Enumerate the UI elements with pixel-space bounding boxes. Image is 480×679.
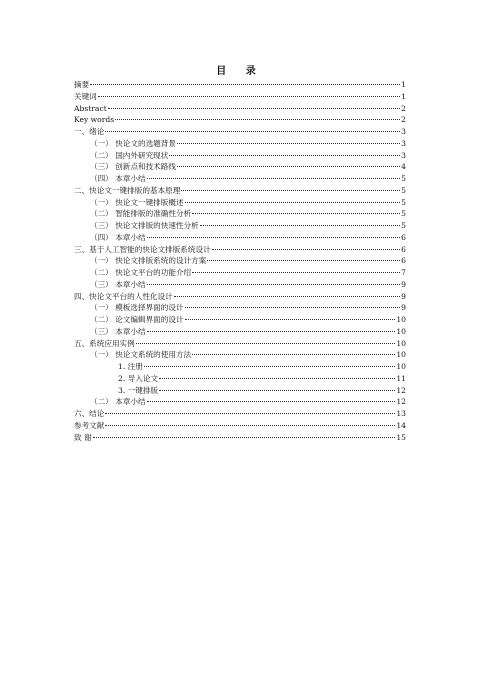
toc-entry-label: 四、快论文平台的人性化设计 [74,291,173,301]
toc-entry-page-number: 5 [401,221,406,230]
toc-dot-leader [115,119,400,120]
toc-entry-label: （二） 国内外研究现状 [90,150,169,160]
toc-dot-leader [207,260,400,261]
toc-entry[interactable] [74,103,406,115]
toc-dot-leader [177,143,400,144]
toc-entry[interactable] [74,150,406,162]
toc-entry-label: （二） 快论文平台的功能介绍 [90,268,192,277]
toc-dot-leader [200,225,400,226]
toc-dot-leader [144,366,395,367]
toc-entry-page-number: 5 [401,174,406,183]
toc-entry[interactable] [74,314,406,326]
toc-entry-label: （一） 快论文排版系统的设计方案 [90,256,207,266]
toc-dot-leader [185,319,396,320]
toc-dot-leader [93,437,396,438]
toc-entry-label: 关键词 [74,91,97,101]
toc-dot-leader [147,284,401,285]
toc-entry-label: （三） 本章小结 [90,326,146,336]
toc-dot-leader [105,413,395,414]
toc-entry-page-number: 9 [401,291,406,301]
toc-dot-leader [212,249,400,250]
toc-entry-label: （一） 快论文的选题背景 [90,138,176,148]
toc-entry[interactable] [74,208,406,220]
toc-dot-leader [159,378,395,379]
toc-dot-leader [136,343,396,344]
toc-entry-page-number: 13 [396,409,406,418]
toc-entry-page-number: 10 [396,362,406,371]
toc-title: 目 录 [216,66,264,77]
toc-entry-page-number: 15 [396,432,406,442]
toc-dot-leader [147,237,401,238]
toc-entry-page-number: 5 [401,185,406,195]
toc-dot-leader [192,272,400,273]
toc-entry-page-number: 9 [401,279,406,289]
toc-entry[interactable] [74,79,406,91]
toc-list [74,79,406,443]
toc-entry[interactable] [74,349,406,361]
toc-dot-leader [192,213,400,214]
toc-entry-label: （三） 创新点和技术路线 [90,162,176,172]
toc-dot-leader [169,155,400,156]
toc-dot-leader [98,96,400,97]
toc-entry-page-number: 6 [401,232,406,242]
toc-entry[interactable] [74,114,406,126]
toc-entry[interactable] [74,91,406,103]
toc-dot-leader [147,401,396,402]
toc-entry[interactable] [74,138,406,150]
toc-entry-page-number: 1 [401,80,406,89]
toc-entry[interactable] [74,361,406,373]
toc-entry[interactable] [74,126,406,138]
toc-dot-leader [108,108,400,109]
toc-entry[interactable] [74,232,406,244]
toc-dot-leader [147,178,401,179]
toc-entry-page-number: 6 [401,256,406,266]
toc-entry-page-number: 4 [401,162,406,172]
toc-entry-page-number: 7 [401,268,406,277]
toc-dot-leader [174,296,400,297]
toc-entry-page-number: 14 [396,420,406,430]
toc-entry[interactable] [74,161,406,173]
toc-entry-page-number: 5 [401,197,406,207]
toc-entry-label: 五、系统应用实例 [74,338,135,348]
toc-entry[interactable] [74,220,406,232]
toc-entry-label: 1. 注册 [118,362,143,371]
toc-entry-label: （一） 快论文一键排版概述 [90,197,184,207]
toc-dot-leader [147,331,396,332]
toc-entry-label: （三） 本章小结 [90,279,146,289]
toc-entry-label: 摘要 [74,80,90,89]
toc-entry-page-number: 9 [401,303,406,313]
toc-entry-label: 一、绪论 [74,127,105,136]
toc-entry-label: （四） 本章小结 [90,232,146,242]
toc-entry-label: （一） 快论文系统的使用方法 [90,350,192,360]
toc-entry-label: Abstract [74,103,107,113]
toc-entry-label: 六、结论 [74,409,105,418]
toc-entry-label: （二） 论文编辑界面的设计 [90,315,184,324]
toc-entry-page-number: 10 [396,350,406,360]
toc-entry-page-number: 11 [396,373,406,383]
toc-entry[interactable] [74,279,406,291]
toc-entry[interactable] [74,185,406,197]
toc-entry-page-number: 3 [401,138,406,148]
toc-dot-leader [90,84,400,85]
toc-entry-page-number: 3 [401,150,406,160]
toc-entry[interactable] [74,373,406,385]
toc-entry-label: （三） 快论文排版的快速性分析 [90,221,199,230]
toc-entry-page-number: 10 [396,326,406,336]
toc-entry-page-number: 2 [401,115,406,125]
toc-entry-label: 致 谢 [74,432,92,442]
toc-dot-leader [181,190,400,191]
toc-dot-leader [159,390,395,391]
toc-entry-page-number: 10 [396,338,406,348]
toc-entry-page-number: 10 [396,315,406,324]
toc-entry-label: （二） 智能排版的准确性分析 [90,209,192,219]
toc-entry[interactable] [74,396,406,408]
toc-entry[interactable] [74,173,406,185]
toc-entry-label: Key words [74,115,115,125]
toc-entry-page-number: 1 [401,91,406,101]
toc-entry-label: 参考文献 [74,420,105,430]
toc-entry-label: 三、基于人工智能的快论文排版系统设计 [74,244,211,254]
toc-dot-leader [192,354,395,355]
toc-entry[interactable] [74,338,406,350]
toc-entry-label: （四） 本章小结 [90,174,146,183]
toc-dot-leader [105,131,400,132]
toc-dot-leader [185,307,401,308]
toc-entry[interactable] [74,408,406,420]
toc-entry[interactable] [74,244,406,256]
toc-entry[interactable] [74,302,406,314]
toc-entry[interactable] [74,267,406,279]
toc-entry-page-number: 12 [396,385,406,395]
toc-dot-leader [105,425,395,426]
toc-entry-page-number: 3 [401,127,406,136]
toc-entry-label: 二、快论文一键排版的基本原理 [74,185,181,195]
toc-entry[interactable] [74,326,406,338]
toc-entry-label: 3. 一键排版 [118,385,159,395]
toc-entry-page-number: 12 [396,397,406,407]
toc-entry[interactable] [74,197,406,209]
toc-entry-page-number: 6 [401,244,406,254]
toc-entry-label: 2. 导入论文 [118,373,159,383]
toc-entry[interactable] [74,255,406,267]
toc-entry-page-number: 5 [401,209,406,219]
toc-dot-leader [177,166,400,167]
toc-entry-label: （一） 模板选择界面的设计 [90,303,184,313]
toc-entry[interactable] [74,432,406,444]
toc-entry-label: （二） 本章小结 [90,397,146,407]
toc-entry[interactable] [74,385,406,397]
toc-entry-page-number: 2 [401,103,406,113]
toc-dot-leader [185,202,401,203]
toc-entry[interactable] [74,291,406,303]
toc-entry[interactable] [74,420,406,432]
